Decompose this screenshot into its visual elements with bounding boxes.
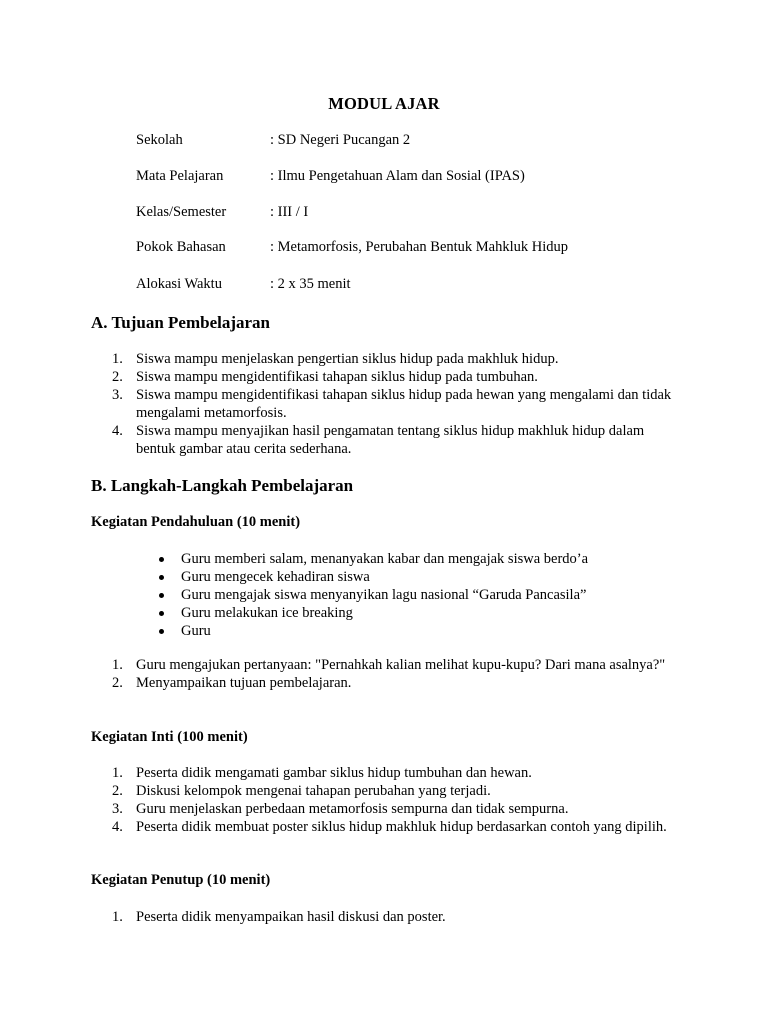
inti-heading: Kegiatan Inti (100 menit)	[91, 729, 248, 745]
bullet-icon	[159, 593, 164, 598]
list-item	[0, 674, 676, 692]
list-item	[0, 422, 676, 458]
bullet-text: Guru mengecek kehadiran siswa	[181, 569, 370, 585]
tujuan-list	[0, 350, 676, 458]
list-number: 3.	[112, 387, 123, 403]
info-label: Sekolah	[136, 132, 183, 148]
list-text: Siswa mampu mengidentifikasi tahapan siklus hidup pada tumbuhan.	[136, 369, 538, 385]
bullet-text: Guru	[181, 623, 211, 639]
list-text: Diskusi kelompok mengenai tahapan perubahan yang terjadi.	[136, 783, 491, 799]
info-label: Mata Pelajaran	[136, 168, 224, 184]
list-item	[0, 908, 676, 926]
bullet-item	[0, 604, 588, 622]
list-number: 4.	[112, 819, 123, 835]
bullet-text: Guru mengajak siswa menyanyikan lagu nasional “Garuda Pancasila”	[181, 587, 587, 603]
list-text: Guru mengajukan pertanyaan: "Pernahkah kalian melihat kupu-kupu? Dari mana asalnya?"	[136, 657, 666, 673]
bullet-icon	[159, 629, 164, 634]
penutup-list	[0, 908, 676, 926]
pendahuluan-list	[0, 656, 676, 692]
list-item	[0, 350, 676, 368]
list-number: 2.	[112, 783, 123, 799]
info-label: Kelas/Semester	[136, 204, 227, 220]
bullet-icon	[159, 557, 164, 562]
list-item	[0, 656, 676, 674]
bullet-item	[0, 550, 588, 568]
bullet-item	[0, 586, 588, 604]
inti-list	[0, 764, 676, 836]
info-value: : 2 x 35 menit	[270, 276, 351, 292]
bullet-text: Guru memberi salam, menanyakan kabar dan mengajak siswa berdo’a	[181, 551, 589, 567]
info-label: Pokok Bahasan	[136, 239, 226, 255]
list-number: 4.	[112, 423, 123, 439]
bullet-item	[0, 622, 588, 640]
info-value: : Ilmu Pengetahuan Alam dan Sosial (IPAS)	[270, 168, 525, 184]
list-item	[0, 368, 676, 386]
bullet-icon	[159, 575, 164, 580]
page-title: MODUL AJAR	[328, 94, 440, 113]
bullet-icon	[159, 611, 164, 616]
list-item	[0, 764, 676, 782]
info-value: : Metamorfosis, Perubahan Bentuk Mahkluk Hidup	[270, 239, 569, 255]
list-number: 1.	[112, 909, 123, 925]
list-text: Siswa mampu mengidentifikasi tahapan siklus hidup pada hewan yang mengalami dan tidak mengalami metamorfosis.	[136, 387, 672, 421]
list-number: 1.	[112, 765, 123, 781]
list-text: Peserta didik mengamati gambar siklus hidup tumbuhan dan hewan.	[136, 765, 532, 781]
bullet-text: Guru melakukan ice breaking	[181, 605, 353, 621]
list-number: 1.	[112, 657, 123, 673]
list-number: 3.	[112, 801, 123, 817]
section-b-heading: B. Langkah-Langkah Pembelajaran	[91, 476, 354, 495]
list-text: Siswa mampu menjelaskan pengertian siklus hidup pada makhluk hidup.	[136, 351, 559, 367]
list-number: 1.	[112, 351, 123, 367]
penutup-heading: Kegiatan Penutup (10 menit)	[91, 872, 271, 888]
info-value: : III / I	[270, 204, 309, 220]
list-item	[0, 386, 676, 422]
list-number: 2.	[112, 369, 123, 385]
pendahuluan-heading: Kegiatan Pendahuluan (10 menit)	[91, 514, 301, 530]
list-item	[0, 818, 676, 836]
list-text: Menyampaikan tujuan pembelajaran.	[136, 675, 352, 691]
list-number: 2.	[112, 675, 123, 691]
list-item	[0, 800, 676, 818]
info-label: Alokasi Waktu	[136, 276, 222, 292]
list-text: Peserta didik membuat poster siklus hidup makhluk hidup berdasarkan contoh yang dipilih.	[136, 819, 667, 835]
info-value: : SD Negeri Pucangan 2	[270, 132, 411, 148]
list-text: Siswa mampu menyajikan hasil pengamatan tentang siklus hidup makhluk hidup dalam bentuk gambar atau cerita sederhana.	[136, 423, 645, 457]
section-a-heading: A. Tujuan Pembelajaran	[91, 313, 270, 332]
list-item	[0, 782, 676, 800]
pendahuluan-bullets	[0, 550, 588, 640]
bullet-item	[0, 568, 588, 586]
list-text: Peserta didik menyampaikan hasil diskusi dan poster.	[136, 909, 446, 925]
list-text: Guru menjelaskan perbedaan metamorfosis sempurna dan tidak sempurna.	[136, 801, 569, 817]
